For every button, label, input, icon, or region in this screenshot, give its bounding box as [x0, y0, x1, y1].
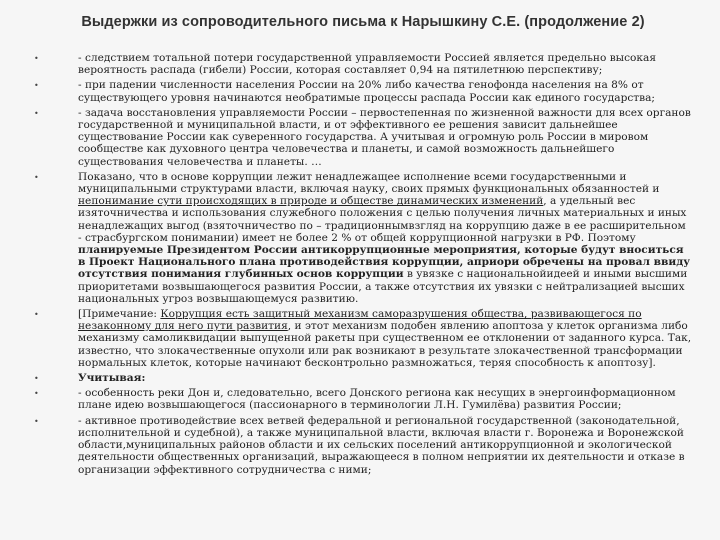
- bullet-list: [34, 52, 692, 476]
- bold-text: Учитывая:: [78, 372, 146, 385]
- page-title: Выдержки из сопроводительного письма к Нарышкину С.Е. (продолжение 2): [81, 14, 645, 30]
- bullet-dot-icon: •: [34, 374, 39, 384]
- bullet-dot-icon: •: [34, 416, 39, 426]
- list-item: [34, 52, 692, 76]
- bullet-dot-icon: •: [34, 172, 39, 182]
- item-text: - следствием тотальной потери государственной управляемости Россией является предельно высокая вероятность распада (гибели) России, которая составляет 0,94 на пятилетнюю перспективу;: [78, 52, 657, 77]
- bullet-dot-icon: •: [34, 310, 39, 320]
- list-item: [34, 79, 692, 103]
- underlined-text: Коррупция есть защитный механизм саморазрушения общества, развивающегося по незаконному для него пути развития: [78, 308, 642, 333]
- list-item: [34, 387, 692, 411]
- list-item: [34, 171, 692, 305]
- item-text: - особенность реки Дон и, следовательно, всего Донского региона как несущих в энергоинформационном плане идею возвышающегося (пассионарного в терминологии Л.Н. Гумилёва) развития России;: [78, 387, 676, 412]
- item-text: Показано, что в основе коррупции лежит ненадлежащее исполнение всеми государственными и муниципальными структурами власти, включая науку, своих прямых функциональных обязанностей и: [78, 170, 660, 196]
- bullet-dot-icon: •: [34, 108, 39, 118]
- item-text: , а удельный вес изяточничества и использования служебного положения с целью получения личных материальных и иных ненадлежащих выгод (взяточничество по – традиционнымвзгляд на коррупцию даже в ее расширительном - страсбургском понимании) имеет не более 2 % от общей коррупционной нагрузки в РФ. Поэтому: [78, 195, 687, 244]
- underlined-text: непонимание сути происходящих в природе и обществе динамических изменений: [78, 195, 544, 208]
- list-item: [34, 415, 692, 476]
- list-item: [34, 107, 692, 168]
- bullet-dot-icon: •: [34, 389, 39, 399]
- bullet-dot-icon: •: [34, 54, 39, 63]
- bold-text: планируемые Президентом России антикоррупционные мероприятия, которые будут вноситься в Проект Национального плана противодействия коррупции, априори обречены на провал ввиду отсутствия понимания глубинных основ коррупции: [78, 244, 691, 281]
- item-text: [Примечание:: [78, 308, 161, 321]
- item-text: в увязке с национальнойидеей и иными высшими приоритетами возвышающегося развития России, а также отсутствия их увязки с нейтрализацией высших национальных угроз возвышающемуся развитию.: [78, 268, 688, 305]
- list-item: [34, 372, 692, 384]
- item-text: - активное противодействие всех ветвей федеральной и региональной государственной (законодательной, исполнительной и судебной), а также муниципальной власти, включая власти г. Воронежа и Воронежской области,муниципальных районов области и их сельских поселений антикоррупционной и экологической деятельности общественных организаций, выражающееся в полном неприятии их деятельности и отказе в организации эффективного сотрудничества с ними;: [78, 414, 685, 476]
- item-text: - при падении численности населения России на 20% либо качества генофонда населения на 8% от существующего уровня начинаются необратимые процессы распада России как единого государства;: [78, 79, 655, 104]
- bullet-dot-icon: •: [34, 81, 39, 91]
- item-text: , и этот механизм подобен явлению апоптоза у клеток организма либо механизму самоликвидации выпущенной ракеты при существенном ее отклонении от заданного курса. Так, известно, что злокачественные опухоли или рак возникают в результате злокачественной трансформации нормальных клеток, которые начинают бесконтрольно размножаться, теряя способность к апоптозу].: [78, 320, 692, 369]
- item-text: - задача восстановления управляемости России – первостепенная по жизненной важности для всех органов государственной и муниципальной власти, и от эффективного ее решения зависит дальнейшее существование России как суверенного государства. А учитывая и огромную роль России в мировом сообществе как духовного центра человечества и планеты, и самой возможность дальнейшего существования человечества и планеты. …: [78, 106, 691, 168]
- list-item: [34, 308, 692, 369]
